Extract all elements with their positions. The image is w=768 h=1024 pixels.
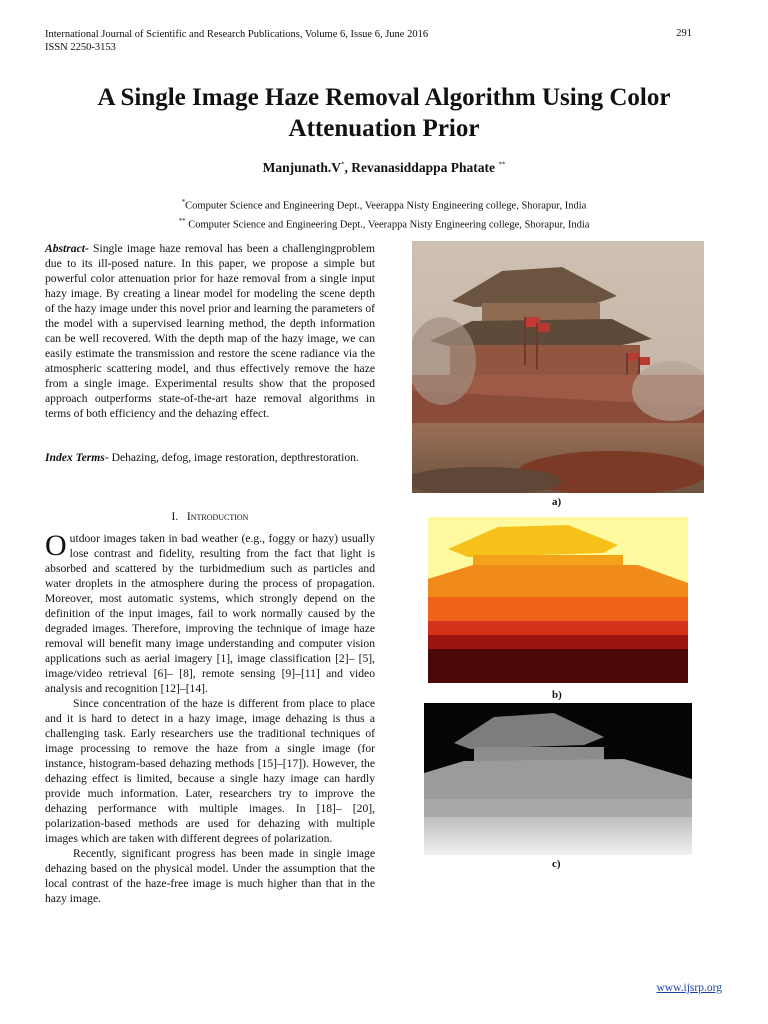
author-list (0, 160, 768, 176)
index-terms (45, 450, 375, 465)
section-heading (45, 511, 375, 523)
affiliation-2-mark: ** (178, 216, 186, 225)
abstract-text: Single image haze removal has been a challengingproblem due to its ill-posed nature. In this paper, we propose a simple but powerful color attenuation prior for haze removal from a single input hazy image. By creating a linear model for modeling the scene depth of the hazy image under this novel prior and learning the parameters of the model with a supervised learning method, the depth information can be well recovered. With the depth map of the hazy image, we can easily estimate the transmission and restore the scene radiance via the atmospheric scattering model, and thus effectively remove the haze from a single image. Experimental results show that the proposed approach outperforms state-of-the-art haze removal algorithms in terms of both efficiency and the dehazing effect. (45, 242, 375, 420)
figure-a-caption: a) (552, 496, 562, 508)
author-2: Revanasiddappa Phatate (351, 160, 495, 175)
affiliation-2 (0, 214, 768, 233)
author-1: Manjunath.V (262, 160, 342, 175)
figure-b-caption: b) (552, 689, 562, 701)
intro-paragraph-1 (45, 531, 375, 696)
affiliations (0, 195, 768, 232)
affiliation-1-text: Computer Science and Engineering Dept., Veerappa Nisty Engineering college, Shorapur, India (185, 200, 587, 212)
figure-b-depth-map-color (428, 517, 688, 683)
intro-paragraph-2: Since concentration of the haze is different from place to place and it is hard to detect in a hazy image, image dehazing is thus a challenging task. Early researchers use the traditional techniques of image processing to remove the haze from a single image (for instance, histogram-based dehazing methods [15]–[17]). However, the dehazing effect is limited, because a single hazy image can hardly provide much information. Later, researchers try to improve the dehazing performance with multiple images. In [18]– [20], polarization-based methods are used for dehazing with multiple images which are taken with different degrees of polarization. (45, 697, 375, 845)
affiliation-1 (0, 195, 768, 214)
figure-c-depth-map-gray (424, 703, 692, 855)
abstract-label: Abstract- (45, 242, 89, 255)
page-number: 291 (676, 28, 692, 39)
index-terms-label: Index Terms (45, 451, 105, 464)
issn: ISSN 2250-3153 (45, 42, 116, 53)
figure-a-hazy-image (412, 241, 704, 493)
intro-paragraph-1-text: utdoor images taken in bad weather (e.g., foggy or hazy) usually lose contrast and fidelity, resulting from the fact that light is absorbed and scattered by the turbidmedium such as particles and water droplets in the atmosphere during the process of propagation. Moreover, most automatic systems, which strongly depend on the definition of the input images, fail to work normally caused by the degraded images. Therefore, improving the technique of image haze removal will benefit many image understanding and computer vision applications such as aerial imagery [1], image classification [2]– [5], image/video retrieval [6]– [8], remote sensing [9]–[11] and video analysis and recognition [12]–[14]. (45, 532, 375, 695)
figure-c-caption: c) (552, 858, 561, 870)
author-separator: , (344, 160, 352, 175)
introduction-body (45, 531, 375, 906)
drop-cap: O (45, 529, 67, 562)
paper-title: A Single Image Haze Removal Algorithm Using Color Attenuation Prior (97, 84, 671, 142)
journal-website-link[interactable]: www.ijsrp.org (656, 982, 722, 994)
journal-name: International Journal of Scientific and Research Publications, Volume 6, Issue 6, June 2016 (45, 29, 429, 40)
affiliation-2-text: Computer Science and Engineering Dept., Veerappa Nisty Engineering college, Shorapur, India (188, 219, 590, 230)
journal-header (45, 28, 428, 54)
author-1-mark: * (341, 160, 345, 169)
affiliation-1-mark: * (181, 198, 186, 206)
section-number: I. (171, 511, 179, 523)
author-2-mark: ** (498, 160, 506, 169)
intro-paragraph-3: Recently, significant progress has been made in single image dehazing based on the physical model. Under the assumption that the local contrast of the haze-free image is much higher than that in the hazy image. (45, 847, 375, 905)
section-title: Introduction (186, 511, 249, 523)
abstract (45, 241, 375, 421)
index-terms-text: - Dehazing, defog, image restoration, depthrestoration. (104, 451, 359, 464)
